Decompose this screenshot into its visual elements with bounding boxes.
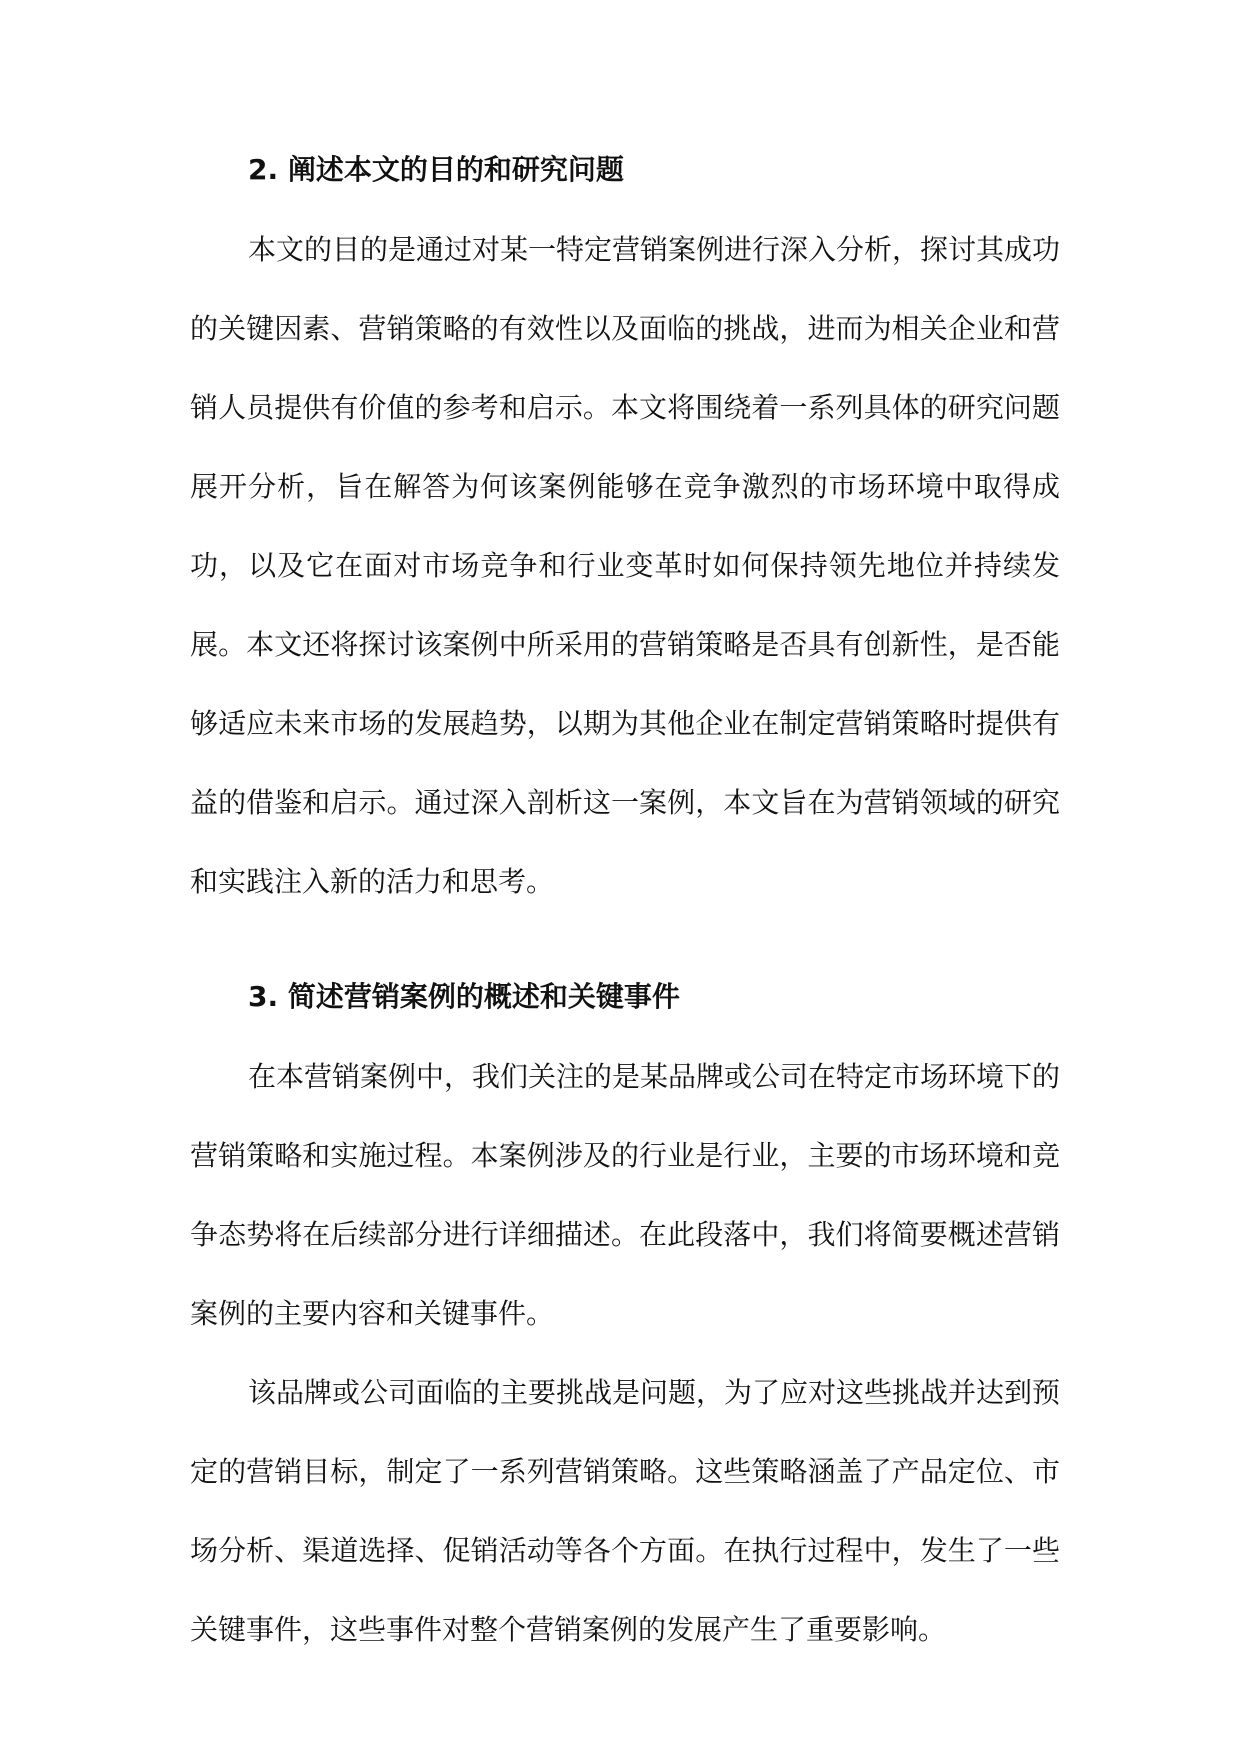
section-3-paragraph-2: 该品牌或公司面临的主要挑战是问题，为了应对这些挑战并达到预定的营销目标，制定了一系列营销策略。这些策略涵盖了产品定位、市场分析、渠道选择、促销活动等各个方面。在执行过程中，发生了一些关键事件，这些事件对整个营销案例的发展产生了重要影响。: [190, 1376, 1061, 1646]
section-2-paragraph-1: 本文的目的是通过对某一特定营销案例进行深入分析，探讨其成功的关键因素、营销策略的有效性以及面临的挑战，进而为相关企业和营销人员提供有价值的参考和启示。本文将围绕着一系列具体的研究问题展开分析，旨在解答为何该案例能够在竞争激烈的市场环境中取得成功，以及它在面对市场竞争和行业变革时如何保持领先地位并持续发展。本文还将探讨该案例中所采用的营销策略是否具有创新性，是否能够适应未来市场的发展趋势，以期为其他企业在制定营销策略时提供有益的借鉴和启示。通过深入剖析这一案例，本文旨在为营销领域的研究和实践注入新的活力和思考。: [190, 233, 1061, 898]
section-spacer: [190, 921, 1060, 977]
section-heading-2: 2. 阐述本文的目的和研究问题: [248, 153, 624, 186]
section-3-paragraph-1: 在本营销案例中，我们关注的是某品牌或公司在特定市场环境下的营销策略和实施过程。本案例涉及的行业是行业，主要的市场环境和竞争态势将在后续部分进行详细描述。在此段落中，我们将简要概述营销案例的主要内容和关键事件。: [190, 1060, 1061, 1330]
section-heading-3: 3. 简述营销案例的概述和关键事件: [248, 980, 680, 1013]
document-body: [190, 150, 1060, 1669]
